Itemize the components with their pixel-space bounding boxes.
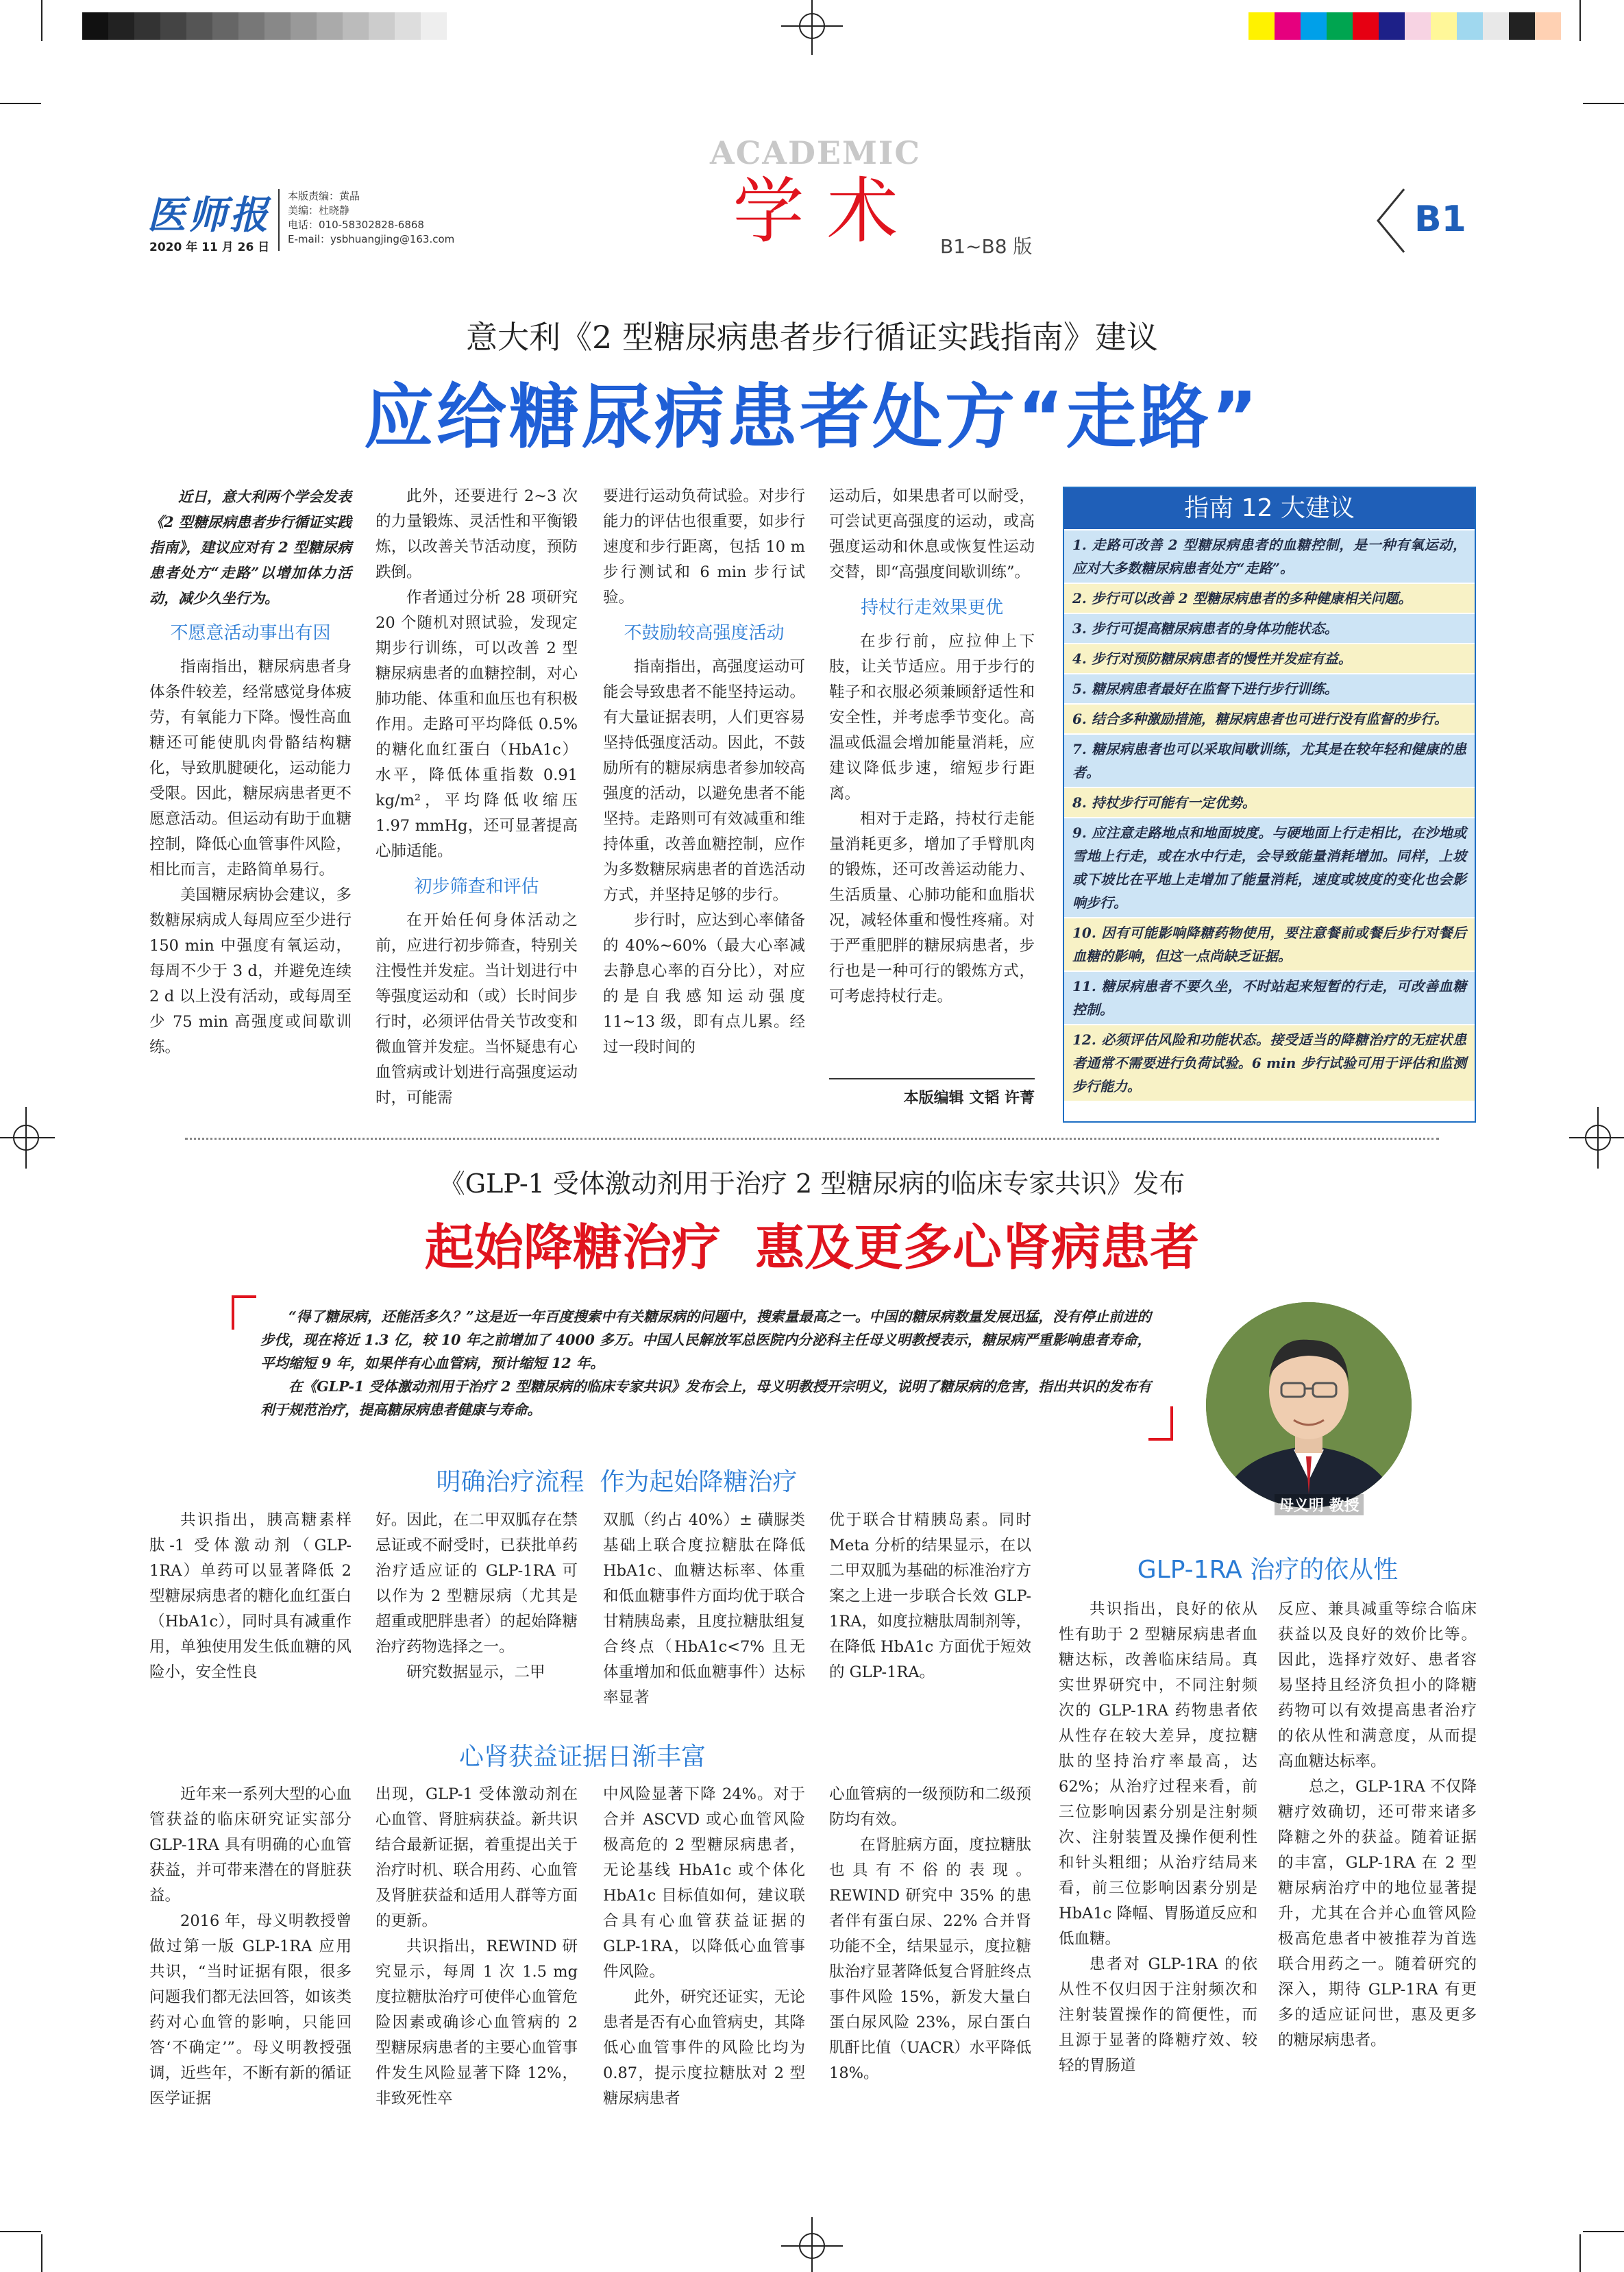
paragraph: 指南指出，糖尿病患者身体条件较差，经常感觉身体疲劳，有氧能力下降。慢性高血糖还可能使肌肉骨骼结构糖化，导致肌腱硬化，运动能力受限。因此，糖尿病患者更不愿意活动。但运动有助于血糖控制，降低心血管事件风险，相比而言，走路简单易行。 [149, 658, 352, 879]
paragraph: 双胍（约占 40%）± 磺脲类基础上联合度拉糖肽在降低 HbA1c、血糖达标率、体重和低血糖事件方面均优于联合甘精胰岛素，且度拉糖肽组复合终点（HbA1c<7% 且无体重增加和低血糖事件）达标率显著 [603, 1511, 805, 1707]
article-separator [185, 1138, 1439, 1140]
crop-line [1583, 2231, 1624, 2232]
paragraph: 研究数据显示，二甲 [406, 1663, 545, 1681]
paragraph: 在肾脏病方面，度拉糖肽也具有不俗的表现。REWIND 研究中 35% 的患者伴有蛋白尿、22% 合并肾功能不全，结果显示，度拉糖肽治疗显著降低复合肾脏终点事件风险 15%，新发大量白蛋白尿风险 23%，尿白蛋白肌酐比值（UACR）水平降低 18%。 [829, 1836, 1031, 2082]
paragraph: 要进行运动负荷试验。对步行能力的评估也很重要，如步行速度和步行距离，包括 10 m 步行测试和 6 min 步行试验。 [603, 487, 805, 607]
crop-line [41, 2234, 42, 2272]
credit-rule [829, 1078, 1035, 1079]
editor-credit: 本版责编：黄晶 [288, 190, 360, 202]
paragraph: 共识指出，胰高糖素样肽-1 受体激动剂（GLP-1RA）单药可以显著降低 2 型糖尿病患者的糖化血红蛋白（HbA1c），同时具有减重作用，单独使用发生低血糖的风险小，安全性良 [149, 1511, 352, 1681]
paragraph: 优于联合甘精胰岛素。同时 Meta 分析的结果显示，在以二甲双胍为基础的标准治疗方案之上进一步联合长效 GLP-1RA，如度拉糖肽周制剂等，在降低 HbA1c 方面优于短效的 GLP-1RA。 [829, 1511, 1032, 1681]
paragraph: 在步行前，应拉伸上下肢，让关节适应。用于步行的鞋子和衣服必须兼顾舒适性和安全性，并考虑季节变化。高温或低温会增加能量消耗，应建议降低步速，缩短步行距离。 [829, 633, 1035, 803]
phone-credit: 电话：010-58302828-6868 [288, 219, 424, 231]
section-english: ACADEMIC [710, 134, 921, 171]
guideline-item: 8. 持杖步行可能有一定优势。 [1064, 787, 1475, 817]
section2-column-2 [376, 1782, 578, 2112]
page-number: B1 [1414, 199, 1466, 240]
section1-column-4 [829, 1508, 1031, 1685]
crop-line [1579, 2234, 1581, 2272]
article1-column-4 [829, 484, 1035, 1010]
paragraph: 运动后，如果患者可以耐受，可尝试更高强度的运动，或高强度运动和休息或恢复性运动交替，即“高强度间歇训练”。 [829, 487, 1035, 581]
guideline-item: 10. 因有可能影响降糖药物使用，要注意餐前或餐后步行对餐后血糖的影响，但这一点尚缺乏证据。 [1064, 917, 1475, 970]
article1-column-2 [376, 484, 578, 1111]
paragraph: 好。因此，在二甲双胍存在禁忌证或不耐受时，已获批单药治疗适应证的 GLP-1RA 可以作为 2 型糖尿病（尤其是超重或肥胖患者）的起始降糖治疗药物选择之一。 [376, 1511, 578, 1656]
email-credit: E-mail：ysbhuangjing@163.com [288, 233, 455, 245]
section-heading: 明确治疗流程 作为起始降糖治疗 [436, 1468, 798, 1496]
section1-column-3 [603, 1508, 805, 1711]
guideline-item: 12. 必须评估风险和功能状态。接受适当的降糖治疗的无症状患者通常不需要进行负荷试验。6 min 步行试验可用于评估和监测步行能力。 [1064, 1024, 1475, 1101]
paragraph: 在开始任何身体活动之前，应进行初步筛查，特别关注慢性并发症。当计划进行中等强度运动和（或）长时间步行时，必须评估骨关节改变和微血管并发症。当怀疑患有心血管病或计划进行高强度运动时，可能需 [376, 912, 578, 1107]
guideline-box [1063, 487, 1476, 1123]
article1-column-3 [603, 484, 805, 1060]
article1-column-1 [149, 484, 352, 1060]
subheading: 初步筛查和评估 [414, 877, 539, 897]
paragraph: 步行时，应达到心率储备的 40%~60%（最大心率减去静息心率的百分比），对应的是自我感知运动强度 11~13 级，即有点儿累。经过一段时间的 [603, 912, 805, 1056]
paragraph: 心血管病的一级预防和二级预防均有效。 [829, 1785, 1031, 1829]
portrait-image [1206, 1302, 1412, 1508]
portrait-caption: 母义明 教授 [1275, 1494, 1364, 1515]
guideline-item: 5. 糖尿病患者最好在监督下进行步行训练。 [1064, 673, 1475, 703]
guideline-item: 1. 走路可改善 2 型糖尿病患者的血糖控制，是一种有氧运动，应对大多数糖尿病患者处方“走路”。 [1064, 529, 1475, 583]
issue-date: 2020 年 11 月 26 日 [149, 241, 270, 254]
article1-kicker: 意大利《2 型糖尿病患者步行循证实践指南》建议 [466, 319, 1158, 356]
subheading: 不愿意活动事出有因 [170, 623, 331, 644]
subheading: 持杖行走效果更优 [860, 598, 1003, 618]
newspaper-logo: 医师报 [147, 193, 271, 238]
article1-headline: 应给糖尿病患者处方“走路” [363, 377, 1261, 459]
guideline-item: 4. 步行对预防糖尿病患者的慢性并发症有益。 [1064, 643, 1475, 673]
paragraph: 患者对 GLP-1RA 的依从性不仅归因于注射频次和注射装置操作的简便性，而且源于显著的降糖疗效、较轻的胃肠道 [1059, 1955, 1257, 2075]
paragraph: 共识指出，REWIND 研究显示，每周 1 次 1.5 mg 度拉糖肽治疗可使伴心血管危险因素或确诊心血管病的 2 型糖尿病患者的主要心血管事件发生风险显著下降 12%，非致死性卒 [376, 1938, 578, 2108]
paragraph: 近年来一系列大型的心血管获益的临床研究证实部分 GLP-1RA 具有明确的心血管获益，并可带来潜在的肾脏获益。 [149, 1785, 352, 1905]
paragraph: 指南指出，高强度运动可能会导致患者不能坚持运动。有大量证据表明，人们更容易坚持低强度活动。因此，不鼓励所有的糖尿病患者参加较高强度的活动，以避免患者不能坚持。走路则可有效减重和维持体重，改善血糖控制，应作为多数糖尿病患者的首选活动方式，并坚持足够的步行。 [603, 658, 805, 904]
paragraph: 美国糖尿病协会建议，多数糖尿病成人每周应至少进行 150 min 中强度有氧运动，每周不少于 3 d，并避免连续 2 d 以上没有活动，或每周至少 75 min 高强度或间歇训练。 [149, 886, 352, 1056]
section2-column-3 [603, 1782, 805, 2112]
crop-line [1583, 103, 1624, 104]
article2-headline: 起始降糖治疗 惠及更多心肾病患者 [424, 1219, 1200, 1276]
paragraph: 中风险显著下降 24%。对于合并 ASCVD 或心血管风险极高危的 2 型糖尿病患者，无论基线 HbA1c 或个体化 HbA1c 目标值如何，建议联合具有心血管获益证据的 GLP-1RA，以降低心血管事件风险。 [603, 1785, 805, 1981]
intro-paragraph: “得了糖尿病，还能活多久？”这是近一年百度搜索中有关糖尿病的问题中，搜索量最高之一。中国的糖尿病数量发展迅猛，没有停止前进的步伐，现在将近 1.3 亿，较 10 年之前增加了 4000 多万。中国人民解放军总医院内分泌科主任母义明教授表示，糖尿病严重影响患者寿命，平均缩短 9 年，如果伴有心血管病，预计缩短 12 年。 [260, 1308, 1151, 1371]
section-heading: 心肾获益证据日渐丰富 [458, 1743, 706, 1771]
section3-column-1 [1059, 1597, 1257, 2079]
registration-mark-top [781, 0, 843, 55]
article1-lead: 近日，意大利两个学会发表《2 型糖尿病患者步行循证实践指南》，建议应对有 2 型糖尿病患者处方“走路”以增加体力活动，减少久坐行为。 [149, 488, 352, 607]
paragraph: 2016 年，母义明教授曾做过第一版 GLP-1RA 应用共识，“当时证据有限，很多问题我们都无法回答，如该类药对心血管的影响，只能回答‘不确定’”。母义明教授强调，近些年，不断有新的循证医学证据 [149, 1912, 352, 2108]
paragraph: 作者通过分析 28 项研究 20 个随机对照试验，发现定期步行训练，可以改善 2 型糖尿病患者的血糖控制，对心肺功能、体重和血压也有积极作用。走路可平均降低 0.5% 的糖化血红蛋白（HbA1c）水平，降低体重指数 0.91 kg/m²，平均降低收缩压 1.97 mmHg，还可显著提高心肺适能。 [376, 589, 578, 860]
guideline-item: 9. 应注意走路地点和地面坡度。与硬地面上行走相比，在沙地或雪地上行走，或在水中行走，会导致能量消耗增加。同样，上坡或下坡比在平地上走增加了能量消耗，速度或坡度的变化也会影响步行。 [1064, 817, 1475, 917]
registration-mark-right [1569, 1107, 1624, 1169]
article2-intro [260, 1305, 1151, 1421]
paragraph: 总之，GLP-1RA 不仅降糖疗效确切，还可带来诸多降糖之外的获益。随着证据的丰富，GLP-1RA 在 2 型糖尿病治疗中的地位显著提升，尤其在合并心血管风险极高危患者中被推荐为首选联合用药之一。随着研究的深入，期待 GLP-1RA 有更多的适应证问世，惠及更多的糖尿病患者。 [1278, 1778, 1477, 2049]
paragraph: 此外，还要进行 2~3 次的力量锻炼、灵活性和平衡锻炼，以改善关节活动度，预防跌倒。 [376, 487, 578, 581]
section2-column-1 [149, 1782, 352, 2112]
article2-kicker: 《GLP-1 受体激动剂用于治疗 2 型糖尿病的临床专家共识》发布 [439, 1169, 1185, 1199]
page-range: B1~B8 版 [940, 235, 1033, 258]
masthead-credits [288, 189, 507, 247]
registration-mark-bottom [781, 2217, 843, 2272]
guideline-item: 2. 步行可以改善 2 型糖尿病患者的多种健康相关问题。 [1064, 583, 1475, 613]
paragraph: 共识指出，良好的依从性有助于 2 型糖尿病患者血糖达标，改善临床结局。真实世界研究中，不同注射频次的 GLP-1RA 药物患者依从性存在较大差异，度拉糖肽的坚持治疗率最高，达 62%；从治疗过程来看，前三位影响因素分别是注射频次、注射装置及操作便利性和针头粗细；从治疗结局来看，前三位影响因素分别是 HbA1c 降幅、胃肠道反应和低血糖。 [1059, 1600, 1257, 1948]
crop-line [0, 2231, 41, 2232]
logo-divider [278, 189, 280, 251]
section2-column-4 [829, 1782, 1031, 2086]
registration-mark-left [0, 1107, 55, 1169]
section-chinese: 学 术 [733, 169, 898, 253]
designer-credit: 美编：杜晓静 [288, 204, 350, 217]
paragraph: 此外，研究还证实，无论患者是否有心血管病史，其降低心血管事件的风险比均为 0.87，提示度拉糖肽对 2 型糖尿病患者 [603, 1988, 805, 2108]
intro-bracket-right [1170, 1406, 1173, 1441]
guideline-item: 3. 步行可提高糖尿病患者的身体功能状态。 [1064, 613, 1475, 643]
section1-column-2 [376, 1508, 578, 1685]
crop-line [1579, 0, 1581, 41]
section-heading: GLP-1RA 治疗的依从性 [1137, 1556, 1399, 1584]
section1-column-1 [149, 1508, 352, 1685]
crop-line [41, 0, 42, 41]
guideline-item: 7. 糖尿病患者也可以采取间歇训练，尤其是在较年轻和健康的患者。 [1064, 733, 1475, 787]
portrait-photo [1206, 1302, 1412, 1508]
intro-bracket-top [232, 1295, 256, 1298]
crop-line [0, 103, 41, 104]
intro-bracket-left [232, 1295, 234, 1330]
guideline-item: 11. 糖尿病患者不要久坐，不时站起来短暂的行走，可改善血糖控制。 [1064, 970, 1475, 1024]
paragraph: 相对于走路，持杖行走能量消耗更多，增加了手臂肌肉的锻炼，还可改善运动能力、生活质量、心肺功能和血脂状况，减轻体重和慢性疼痛。对于严重肥胖的糖尿病患者，步行也是一种可行的锻炼方式，可考虑持杖行走。 [829, 810, 1035, 1005]
paragraph: 反应、兼具减重等综合临床获益以及良好的效价比等。因此，选择疗效好、患者容易坚持且经济负担小的降糖药物可以有效提高患者治疗的依从性和满意度，从而提高血糖达标率。 [1278, 1600, 1477, 1770]
intro-paragraph: 在《GLP-1 受体激动剂用于治疗 2 型糖尿病的临床专家共识》发布会上，母义明教授开宗明义，说明了糖尿病的危害，指出共识的发布有利于规范治疗，提高糖尿病患者健康与寿命。 [260, 1378, 1151, 1418]
intro-bracket-bottom [1148, 1438, 1173, 1441]
section3-column-2 [1278, 1597, 1477, 2053]
guideline-item: 6. 结合多种激励措施，糖尿病患者也可进行没有监督的步行。 [1064, 703, 1475, 733]
paragraph: 出现，GLP-1 受体激动剂在心血管、肾脏病获益。新共识结合最新证据，着重提出关于治疗时机、联合用药、心血管及肾脏获益和适用人群等方面的更新。 [376, 1785, 578, 1930]
subheading: 不鼓励较高强度活动 [624, 623, 785, 644]
guideline-box-title: 指南 12 大建议 [1064, 488, 1475, 529]
page-chevron-icon [1374, 186, 1408, 255]
article1-credit: 本版编辑 文韬 许菁 [903, 1090, 1035, 1107]
